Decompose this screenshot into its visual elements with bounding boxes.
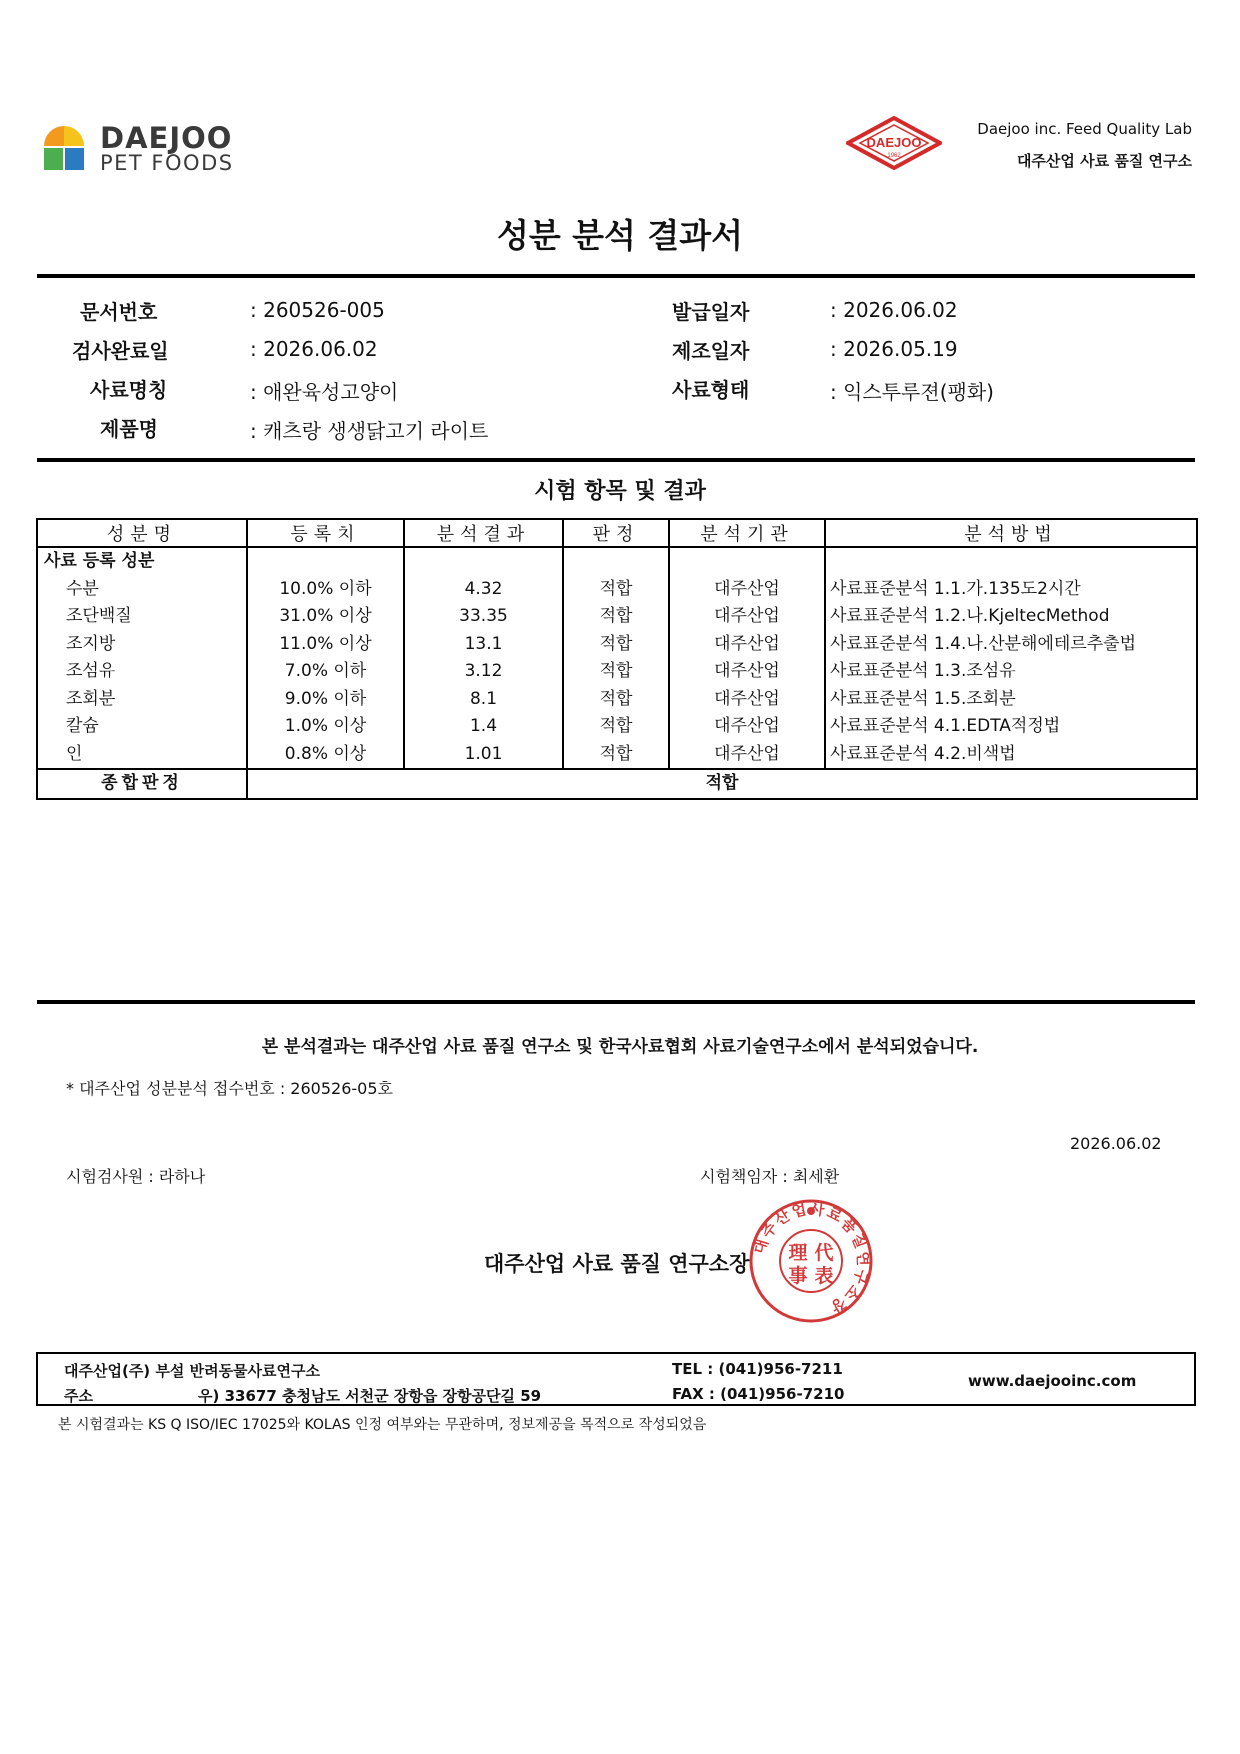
cell-judgement: 적합 bbox=[563, 658, 669, 686]
cell-name: 수분 bbox=[37, 576, 247, 604]
mfg-date-value: : 2026.05.19 bbox=[830, 337, 958, 361]
seal-char-2: 代 bbox=[814, 1242, 834, 1264]
cell-name: 조회분 bbox=[37, 686, 247, 714]
table-row bbox=[37, 658, 1197, 686]
cell-result: 1.01 bbox=[404, 741, 563, 770]
issue-date-label: 발급일자 bbox=[672, 300, 750, 324]
table-total-row bbox=[37, 769, 1197, 799]
cell-method: 사료표준분석 4.2.비색법 bbox=[825, 741, 1197, 770]
brand-name: DAEJOO bbox=[100, 121, 233, 155]
cell-organization: 대주산업 bbox=[669, 658, 825, 686]
cell-name: 조섬유 bbox=[37, 658, 247, 686]
cell-registered: 11.0% 이상 bbox=[247, 631, 404, 659]
table-row bbox=[37, 713, 1197, 741]
col-header-name: 성분명 bbox=[37, 519, 247, 547]
document-title: 성분 분석 결과서 bbox=[496, 216, 744, 255]
seal-ring-text: 대주산업사료품질연구소장 bbox=[750, 1199, 873, 1318]
cell-registered: 0.8% 이상 bbox=[247, 741, 404, 770]
footer-contact-box bbox=[36, 1352, 1196, 1406]
cell-registered: 31.0% 이상 bbox=[247, 603, 404, 631]
table-row bbox=[37, 603, 1197, 631]
cell-name: 조지방 bbox=[37, 631, 247, 659]
cell-organization: 대주산업 bbox=[669, 713, 825, 741]
seal-char-1: 理 bbox=[788, 1242, 808, 1264]
daejoo-1962-stamp-logo bbox=[846, 116, 942, 170]
cell-name: 조단백질 bbox=[37, 603, 247, 631]
cell-judgement: 적합 bbox=[563, 741, 669, 770]
table-header-row bbox=[37, 519, 1197, 547]
receipt-number: * 대주산업 성분분석 접수번호 : 260526-05호 bbox=[66, 1079, 393, 1098]
cell-result: 8.1 bbox=[404, 686, 563, 714]
table-row bbox=[37, 741, 1197, 770]
cell-registered: 7.0% 이하 bbox=[247, 658, 404, 686]
cell-registered: 9.0% 이하 bbox=[247, 686, 404, 714]
feed-form-value: : 익스투루젼(팽화) bbox=[830, 380, 994, 404]
section-title: 시험 항목 및 결과 bbox=[534, 479, 706, 504]
cell-name: 칼슘 bbox=[37, 713, 247, 741]
feed-form-label: 사료형태 bbox=[672, 378, 750, 402]
cell-method: 사료표준분석 4.1.EDTA적정법 bbox=[825, 713, 1197, 741]
cell-judgement: 적합 bbox=[563, 686, 669, 714]
col-header-result: 분석결과 bbox=[404, 519, 563, 547]
stamp-logo-year: 1962 bbox=[887, 153, 901, 159]
feed-name-label: 사료명칭 bbox=[90, 378, 168, 402]
cell-result: 1.4 bbox=[404, 713, 563, 741]
inspect-date-label: 검사완료일 bbox=[72, 339, 169, 363]
cell-organization: 대주산업 bbox=[669, 631, 825, 659]
stamp-logo-text: DAEJOO bbox=[866, 135, 922, 150]
cell-result: 3.12 bbox=[404, 658, 563, 686]
table-row bbox=[37, 576, 1197, 604]
cell-result: 13.1 bbox=[404, 631, 563, 659]
analysis-statement: 본 분석결과는 대주산업 사료 품질 연구소 및 한국사료협회 사료기술연구소에서 분석되었습니다. bbox=[261, 1037, 979, 1057]
cell-judgement: 적합 bbox=[563, 713, 669, 741]
cell-method: 사료표준분석 1.1.가.135도2시간 bbox=[825, 576, 1197, 604]
col-header-judgement: 판정 bbox=[563, 519, 669, 547]
col-header-registered: 등록치 bbox=[247, 519, 404, 547]
daejoo-logo-icon bbox=[44, 126, 84, 170]
issue-date-value: : 2026.06.02 bbox=[830, 298, 958, 322]
disclaimer-text: 본 시험결과는 KS Q ISO/IEC 17025와 KOLAS 인정 여부와는 무관하며, 정보제공을 목적으로 작성되었음 bbox=[58, 1417, 707, 1433]
table-group-row bbox=[37, 547, 1197, 576]
cell-method: 사료표준분석 1.2.나.KjeltecMethod bbox=[825, 603, 1197, 631]
cell-judgement: 적합 bbox=[563, 631, 669, 659]
cell-organization: 대주산업 bbox=[669, 686, 825, 714]
col-header-organization: 분석기관 bbox=[669, 519, 825, 547]
results-table bbox=[36, 518, 1198, 800]
footer-fax: FAX : (041)956-7210 bbox=[672, 1385, 845, 1403]
cell-name: 인 bbox=[37, 741, 247, 770]
col-header-method: 분석방법 bbox=[825, 519, 1197, 547]
table-row bbox=[37, 686, 1197, 714]
seal-char-3: 事 bbox=[788, 1265, 808, 1287]
cell-method: 사료표준분석 1.3.조섬유 bbox=[825, 658, 1197, 686]
cell-organization: 대주산업 bbox=[669, 741, 825, 770]
cell-organization: 대주산업 bbox=[669, 576, 825, 604]
feed-name-value: : 애완육성고양이 bbox=[250, 380, 399, 404]
cell-judgement: 적합 bbox=[563, 576, 669, 604]
total-label: 종합판정 bbox=[37, 769, 247, 799]
cell-method: 사료표준분석 1.5.조회분 bbox=[825, 686, 1197, 714]
title-divider bbox=[37, 274, 1195, 278]
total-value: 적합 bbox=[247, 769, 1197, 799]
cell-registered: 10.0% 이하 bbox=[247, 576, 404, 604]
signature-date: 2026.06.02 bbox=[1070, 1134, 1162, 1153]
footer-address-label: 주소 bbox=[64, 1387, 93, 1405]
cell-result: 33.35 bbox=[404, 603, 563, 631]
cell-organization: 대주산업 bbox=[669, 603, 825, 631]
info-divider bbox=[37, 458, 1195, 462]
lab-name-en: Daejoo inc. Feed Quality Lab bbox=[977, 120, 1192, 138]
group-label: 사료 등록 성분 bbox=[37, 547, 247, 576]
inspect-date-value: : 2026.06.02 bbox=[250, 337, 378, 361]
lab-name-ko: 대주산업 사료 품질 연구소 bbox=[1016, 152, 1192, 170]
cell-judgement: 적합 bbox=[563, 603, 669, 631]
statement-divider bbox=[37, 1000, 1195, 1004]
doc-no-label: 문서번호 bbox=[80, 300, 158, 324]
footer-address: 우) 33677 충청남도 서천군 장항읍 장항공단길 59 bbox=[198, 1387, 542, 1405]
footer-company: 대주산업(주) 부설 반려동물사료연구소 bbox=[64, 1362, 320, 1380]
official-seal-icon bbox=[748, 1198, 874, 1324]
mfg-date-label: 제조일자 bbox=[672, 339, 750, 363]
table-row bbox=[37, 631, 1197, 659]
tester-name: 시험검사원 : 라하나 bbox=[66, 1167, 206, 1186]
cell-method: 사료표준분석 1.4.나.산분해에테르추출법 bbox=[825, 631, 1197, 659]
manager-name: 시험책임자 : 최세환 bbox=[700, 1167, 840, 1186]
product-label: 제품명 bbox=[100, 417, 158, 441]
footer-tel: TEL : (041)956-7211 bbox=[672, 1360, 843, 1378]
director-title: 대주산업 사료 품질 연구소장 bbox=[484, 1252, 750, 1276]
product-value: : 캐츠랑 생생닭고기 라이트 bbox=[250, 419, 489, 443]
footer-website-link[interactable]: www.daejooinc.com bbox=[968, 1372, 1137, 1390]
doc-no-value: : 260526-005 bbox=[250, 298, 385, 322]
cell-result: 4.32 bbox=[404, 576, 563, 604]
cell-registered: 1.0% 이상 bbox=[247, 713, 404, 741]
seal-char-4: 表 bbox=[814, 1265, 834, 1287]
brand-subname: PET FOODS bbox=[100, 151, 234, 175]
